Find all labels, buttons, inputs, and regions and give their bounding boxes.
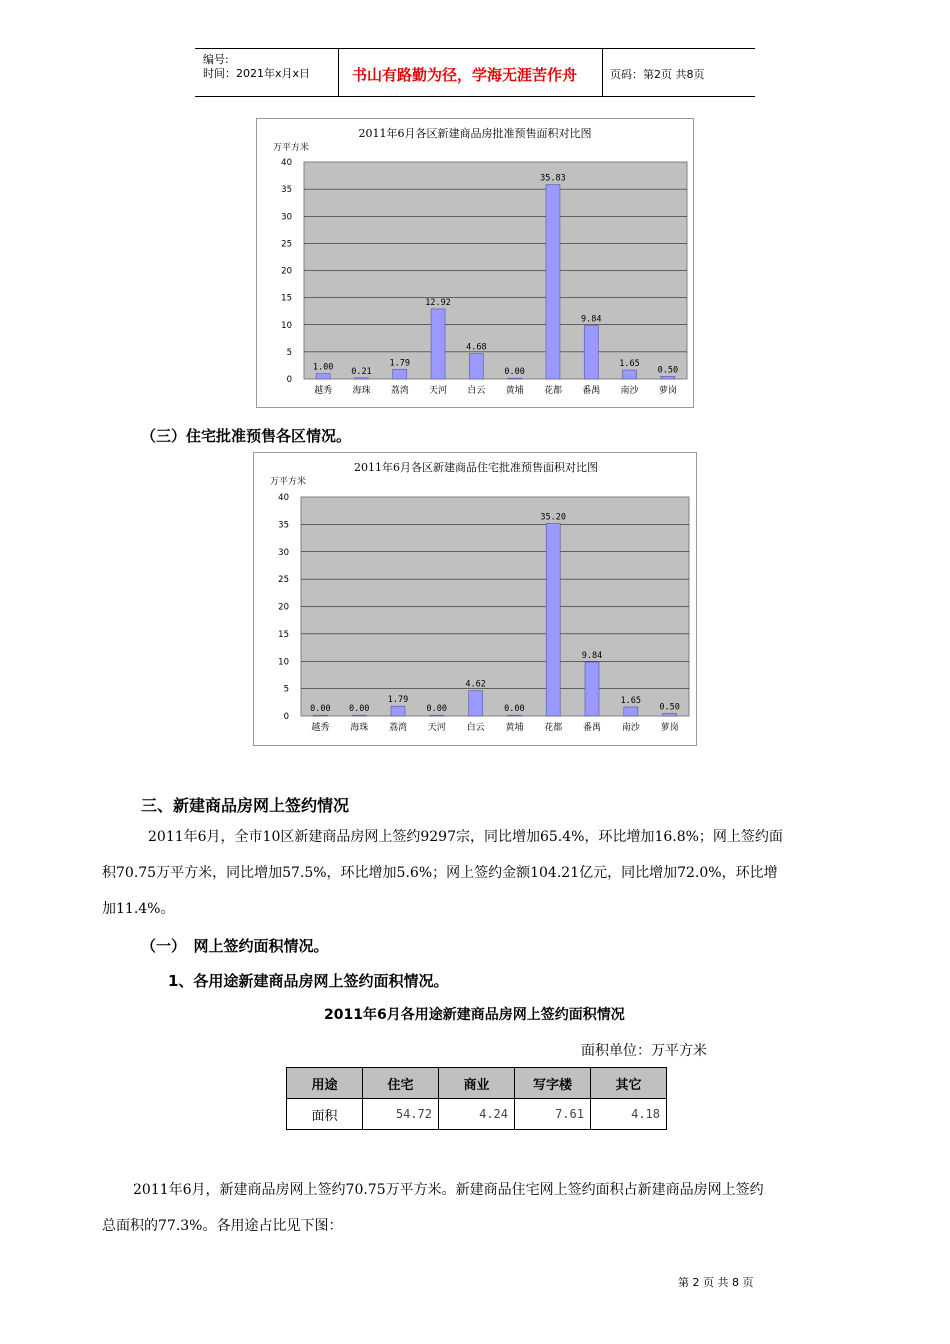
chart-data-label: 0.00 xyxy=(310,704,331,715)
chart-x-tick-label: 越秀 xyxy=(314,386,333,396)
chart-y-tick-label: 20 xyxy=(281,266,292,277)
table-row xyxy=(287,1099,667,1130)
paragraph-line: 加11.4%。 xyxy=(102,901,175,917)
chart-y-tick-label: 40 xyxy=(281,158,292,168)
chart-data-label: 12.92 xyxy=(425,297,451,308)
table-header-cell: 住宅 xyxy=(363,1068,439,1099)
chart-data-label: 1.79 xyxy=(387,695,409,706)
chart-x-tick-label: 南沙 xyxy=(621,723,640,733)
chart-data-label: 4.68 xyxy=(466,342,487,353)
chart-presale-area xyxy=(256,118,694,408)
chart-y-tick-label: 5 xyxy=(283,684,289,695)
chart-data-label: 1.65 xyxy=(620,695,642,706)
chart-bar xyxy=(352,715,366,716)
table-header-cell: 其它 xyxy=(591,1068,667,1099)
chart-data-label: 0.00 xyxy=(426,704,448,715)
paragraph-line: 2011年6月，全市10区新建商品房网上签约9297宗，同比增加65.4%，环比增加16.8%；网上签约面 xyxy=(148,829,783,845)
header-divider xyxy=(338,48,339,97)
chart-x-tick-label: 番禺 xyxy=(582,723,602,733)
chart-bar xyxy=(393,369,407,379)
chart-data-label: 0.00 xyxy=(504,367,525,378)
chart-x-tick-label: 萝岗 xyxy=(660,723,679,733)
chart-title: 2011年6月各区新建商品住宅批准预售面积对比图 xyxy=(354,461,598,474)
chart-data-label: 9.84 xyxy=(581,314,602,325)
chart-y-tick-label: 40 xyxy=(278,493,289,503)
chart-x-tick-label: 天河 xyxy=(427,723,446,733)
chart-residential-presale-area-svg xyxy=(254,453,696,745)
chart-data-label: 4.62 xyxy=(465,679,486,690)
chart-x-tick-label: 萝岗 xyxy=(658,386,677,396)
chart-y-tick-label: 30 xyxy=(281,212,292,223)
chart-x-tick-label: 荔湾 xyxy=(390,386,409,396)
chart-x-tick-label: 海珠 xyxy=(350,723,369,733)
subheading-usage-area: 1、各用途新建商品房网上签约面积情况。 xyxy=(168,972,449,990)
chart-title: 2011年6月各区新建商品房批准预售面积对比图 xyxy=(358,127,592,140)
table-unit: 面积单位：万平方米 xyxy=(581,1043,707,1059)
chart-y-tick-label: 35 xyxy=(278,520,289,531)
chart-x-tick-label: 番禺 xyxy=(582,386,601,396)
header-bottom-rule xyxy=(195,96,755,97)
header-number-label: 编号: xyxy=(203,53,229,66)
chart-bar xyxy=(584,326,598,379)
table-header-cell: 写字楼 xyxy=(515,1068,591,1099)
chart-y-tick-label: 10 xyxy=(281,320,292,331)
chart-data-label: 0.21 xyxy=(351,366,372,377)
chart-y-tick-label: 30 xyxy=(278,547,289,558)
chart-bar xyxy=(585,662,599,716)
table-header-cell: 商业 xyxy=(439,1068,515,1099)
chart-bar xyxy=(623,370,637,379)
chart-bar xyxy=(316,374,330,379)
chart-x-tick-label: 白云 xyxy=(467,386,486,396)
table-title: 2011年6月各用途新建商品房网上签约面积情况 xyxy=(324,1007,625,1023)
chart-presale-area-svg xyxy=(257,119,693,407)
chart-y-tick-label: 35 xyxy=(281,185,292,196)
chart-bar xyxy=(469,691,483,716)
chart-bar xyxy=(546,523,560,716)
chart-bar xyxy=(354,378,368,379)
chart-bar xyxy=(313,715,327,716)
chart-x-tick-label: 南沙 xyxy=(620,386,639,396)
chart-data-label: 1.00 xyxy=(312,362,334,373)
chart-x-tick-label: 花都 xyxy=(543,386,562,396)
chart-x-tick-label: 天河 xyxy=(429,386,448,396)
chart-x-tick-label: 荔湾 xyxy=(388,723,408,733)
chart-data-label: 0.50 xyxy=(659,702,680,713)
chart-x-tick-label: 白云 xyxy=(466,723,485,733)
chart-y-unit: 万平方米 xyxy=(270,477,307,487)
chart-x-tick-label: 海珠 xyxy=(352,386,371,396)
section-heading-online-signing: 三、新建商品房网上签约情况 xyxy=(141,796,350,815)
chart-data-label: 0.00 xyxy=(348,704,370,715)
chart-bar xyxy=(469,354,483,379)
table-cell: 4.24 xyxy=(439,1099,515,1130)
chart-y-unit: 万平方米 xyxy=(273,143,310,153)
header-page-code: 页码：第2页 共8页 xyxy=(610,68,705,81)
chart-x-tick-label: 越秀 xyxy=(311,723,330,733)
chart-data-label: 35.20 xyxy=(540,512,566,523)
table-cell: 7.61 xyxy=(515,1099,591,1130)
chart-bar xyxy=(507,715,521,716)
table-header-row xyxy=(287,1068,667,1099)
header-top-rule xyxy=(195,48,755,49)
usage-area-table xyxy=(286,1067,667,1130)
chart-bar xyxy=(430,715,444,716)
chart-y-tick-label: 10 xyxy=(278,657,289,668)
table-row-label: 面积 xyxy=(287,1099,363,1130)
chart-y-tick-label: 0 xyxy=(283,712,289,722)
chart-bar xyxy=(546,185,560,379)
header-motto: 书山有路勤为径，学海无涯苦作舟 xyxy=(352,66,578,84)
chart-y-tick-label: 25 xyxy=(278,575,289,586)
header-divider xyxy=(602,48,603,97)
header-time-label: 时间：2021年x月x日 xyxy=(203,67,311,80)
paragraph-line: 总面积的77.3%。各用途占比见下图： xyxy=(102,1218,343,1234)
chart-y-tick-label: 15 xyxy=(278,629,289,640)
chart-y-tick-label: 20 xyxy=(278,602,289,613)
subheading-signing-area: （一） 网上签约面积情况。 xyxy=(141,937,329,955)
chart-data-label: 9.84 xyxy=(581,651,603,662)
chart-x-tick-label: 黄埔 xyxy=(505,723,524,733)
chart-bar xyxy=(431,309,445,379)
chart-bar xyxy=(391,706,405,716)
subheading-residential-presale: （三）住宅批准预售各区情况。 xyxy=(141,427,352,445)
chart-data-label: 0.00 xyxy=(504,704,525,715)
chart-bar xyxy=(661,376,675,379)
chart-data-label: 35.83 xyxy=(540,173,566,184)
chart-x-tick-label: 黄埔 xyxy=(505,386,524,396)
chart-residential-presale-area xyxy=(253,452,697,746)
chart-data-label: 1.65 xyxy=(619,359,640,370)
table-cell: 54.72 xyxy=(363,1099,439,1130)
table-cell: 4.18 xyxy=(591,1099,667,1130)
chart-y-tick-label: 15 xyxy=(281,293,292,304)
chart-y-tick-label: 0 xyxy=(286,375,292,385)
chart-bar xyxy=(624,707,638,716)
chart-y-tick-label: 5 xyxy=(286,347,292,358)
chart-data-label: 1.79 xyxy=(389,358,410,369)
page-footer: 第 2 页 共 8 页 xyxy=(678,1276,754,1289)
chart-bar xyxy=(663,713,677,716)
chart-data-label: 0.50 xyxy=(657,365,679,376)
chart-x-tick-label: 花都 xyxy=(544,723,563,733)
paragraph-line: 积70.75万平方米，同比增加57.5%，环比增加5.6%；网上签约金额104.21亿元，同比增加72.0%，环比增 xyxy=(102,865,778,881)
chart-bar xyxy=(508,378,522,379)
table-header-cell: 用途 xyxy=(287,1068,363,1099)
paragraph-line: 2011年6月，新建商品房网上签约70.75万平方米。新建商品住宅网上签约面积占新建商品房网上签约 xyxy=(133,1182,764,1198)
chart-y-tick-label: 25 xyxy=(281,239,292,250)
